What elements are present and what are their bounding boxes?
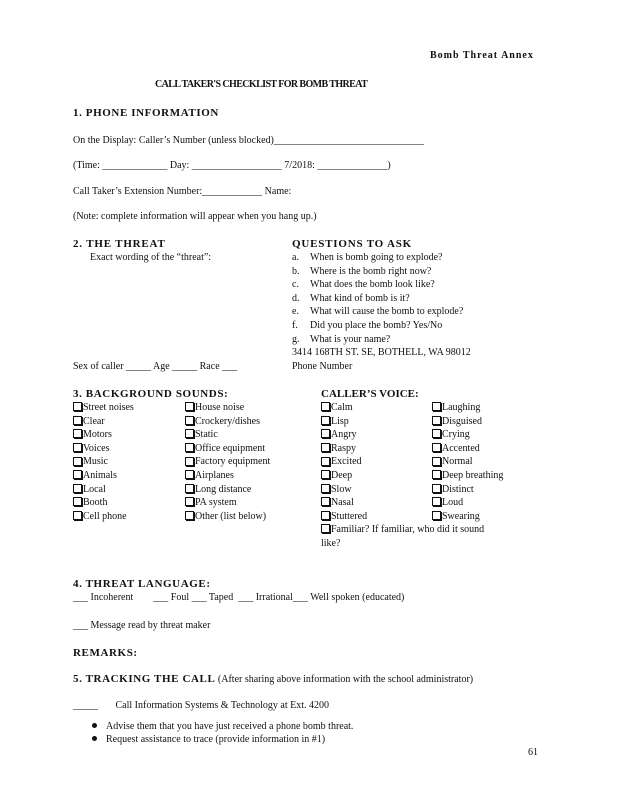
checkbox-icon [432, 511, 441, 520]
voice-checkbox[interactable] [432, 511, 480, 522]
checkbox-icon [432, 402, 441, 411]
voice-label: Swearing [442, 510, 480, 522]
sound-checkbox[interactable] [185, 443, 265, 454]
checkbox-icon [185, 470, 194, 479]
question-text: When is bomb going to explode? [310, 252, 443, 263]
sound-checkbox[interactable] [185, 470, 234, 481]
checkbox-icon [321, 429, 330, 438]
familiar-checkbox[interactable] [321, 524, 484, 535]
display-note: (Note: complete information will appear when you hang up.) [73, 211, 317, 222]
checkbox-icon [321, 402, 330, 411]
sound-checkbox[interactable] [73, 497, 107, 508]
voice-checkbox[interactable] [432, 402, 480, 413]
sound-label: Clear [83, 415, 105, 427]
section-5-heading-line [73, 673, 473, 685]
question-marker: d. [292, 292, 300, 304]
checkbox-icon [432, 484, 441, 493]
checkbox-icon [185, 402, 194, 411]
sound-checkbox[interactable] [185, 429, 218, 440]
sound-label: Street noises [83, 402, 134, 413]
checkbox-icon [73, 429, 82, 438]
voice-checkbox[interactable] [321, 402, 353, 413]
question-marker: e. [292, 306, 299, 318]
sound-label: Animals [83, 470, 117, 481]
voice-label: Normal [442, 456, 473, 468]
voice-label: Deep breathing [442, 470, 504, 481]
caller-number-line: On the Display: Caller’s Number (unless blocked)______________________________ [73, 135, 424, 146]
question-item [292, 306, 463, 317]
checkbox-icon [321, 524, 330, 533]
checkbox-icon [185, 429, 194, 438]
sound-label: Airplanes [195, 470, 234, 481]
voice-label: Disguised [442, 415, 482, 427]
sound-checkbox[interactable] [73, 429, 112, 440]
sound-checkbox[interactable] [185, 497, 237, 508]
checkbox-icon [73, 416, 82, 425]
remarks-heading: REMARKS: [73, 647, 138, 659]
sound-label: Other (list below) [195, 510, 267, 522]
sound-checkbox[interactable] [185, 456, 270, 467]
checkbox-icon [185, 457, 194, 466]
school-address: 3414 168TH ST. SE, BOTHELL, WA 98012 [292, 347, 471, 358]
extension-line: Call Taker’s Extension Number:____________ Name: [73, 186, 292, 197]
checkbox-icon [73, 443, 82, 452]
sound-checkbox[interactable] [185, 484, 251, 495]
sound-label: Factory equipment [195, 456, 271, 468]
sound-checkbox[interactable] [185, 402, 244, 413]
sound-checkbox[interactable] [73, 416, 105, 427]
familiar-label-continued: like? [321, 538, 341, 549]
callers-voice-heading: CALLER’S VOICE: [321, 388, 419, 400]
voice-checkbox[interactable] [321, 416, 349, 427]
voice-checkbox[interactable] [432, 497, 463, 508]
checkbox-icon [185, 416, 194, 425]
voice-checkbox[interactable] [432, 416, 482, 427]
voice-checkbox[interactable] [321, 443, 356, 454]
voice-label: Lisp [331, 415, 349, 427]
sound-checkbox[interactable] [73, 402, 134, 413]
checkbox-icon [432, 429, 441, 438]
sound-label: Long distance [195, 483, 252, 495]
page-number: 61 [528, 747, 538, 758]
voice-checkbox[interactable] [321, 497, 354, 508]
voice-checkbox[interactable] [321, 470, 352, 481]
question-item [292, 279, 435, 290]
voice-label: Laughing [442, 402, 481, 413]
checkbox-icon [185, 484, 194, 493]
question-text: What kind of bomb is it? [310, 292, 410, 304]
section-1-heading: 1. PHONE INFORMATION [73, 107, 219, 119]
voice-label: Slow [331, 483, 352, 495]
voice-checkbox[interactable] [432, 470, 503, 481]
voice-checkbox[interactable] [432, 484, 474, 495]
voice-label: Distinct [442, 483, 474, 495]
sound-checkbox[interactable] [185, 511, 266, 522]
call-information-line: _____ Call Information Systems & Technology at Ext. 4200 [73, 700, 330, 711]
annex-header: Bomb Threat Annex [430, 50, 534, 61]
phone-number-label: Phone Number [292, 361, 353, 372]
voice-label: Accented [442, 442, 480, 454]
sound-label: Local [83, 483, 106, 495]
section-3-heading: 3. BACKGROUND SOUNDS: [73, 388, 229, 400]
checkbox-icon [432, 497, 441, 506]
question-marker: g. [292, 333, 300, 345]
checkbox-icon [321, 443, 330, 452]
question-item [292, 320, 442, 331]
voice-checkbox[interactable] [321, 511, 367, 522]
section-4-heading: 4. THREAT LANGUAGE: [73, 578, 211, 590]
sound-checkbox[interactable] [185, 416, 260, 427]
checkbox-icon [73, 457, 82, 466]
question-text: What is your name? [310, 333, 391, 345]
voice-label: Stuttered [331, 510, 368, 522]
checkbox-icon [321, 470, 330, 479]
voice-checkbox[interactable] [321, 484, 352, 495]
time-day-line: (Time: _____________ Day: __________________ 7/2018: ______________) [73, 160, 391, 171]
familiar-label: Familiar? If familiar, who did it sound [331, 524, 485, 535]
checkbox-icon [432, 443, 441, 452]
sound-label: Booth [83, 497, 108, 509]
questions-heading: QUESTIONS TO ASK [292, 238, 412, 250]
threat-language-options: ___ Incoherent ___ Foul ___ Taped ___ Irrational___ Well spoken (educated) [73, 592, 405, 603]
sound-checkbox[interactable] [73, 511, 127, 522]
bullet-text: Advise them that you have just received a phone bomb threat. [106, 721, 354, 732]
question-item [292, 252, 442, 263]
question-marker: c. [292, 279, 299, 291]
question-marker: b. [292, 265, 300, 277]
checkbox-icon [321, 416, 330, 425]
voice-checkbox[interactable] [432, 456, 473, 467]
question-marker: a. [292, 252, 299, 263]
checkbox-icon [321, 511, 330, 520]
section-2-heading: 2. THE THREAT [73, 238, 166, 250]
voice-checkbox[interactable] [432, 429, 470, 440]
voice-label: Calm [331, 402, 353, 413]
checkbox-icon [432, 457, 441, 466]
sound-checkbox[interactable] [73, 484, 106, 495]
sound-label: Voices [83, 442, 110, 454]
sound-label: Motors [83, 429, 112, 441]
section-5-heading: 5. TRACKING THE CALL [73, 673, 216, 685]
checkbox-icon [73, 511, 82, 520]
sound-checkbox[interactable] [73, 470, 117, 481]
bullet-item [92, 734, 325, 745]
sound-label: Music [83, 456, 108, 468]
voice-checkbox[interactable] [432, 443, 480, 454]
checkbox-icon [73, 484, 82, 493]
question-marker: f. [292, 320, 298, 331]
checkbox-icon [321, 497, 330, 506]
voice-label: Nasal [331, 497, 354, 509]
sound-label: Static [195, 429, 218, 441]
sound-label: Office equipment [195, 442, 266, 454]
sound-label: Cell phone [83, 510, 127, 522]
question-text: Did you place the bomb? Yes/No [310, 320, 443, 331]
question-item [292, 334, 390, 345]
message-read-line: ___ Message read by threat maker [73, 620, 211, 631]
sound-checkbox[interactable] [73, 443, 109, 454]
checkbox-icon [321, 484, 330, 493]
caller-demographics-line: Sex of caller _____ Age _____ Race ___ [73, 361, 238, 372]
voice-checkbox[interactable] [321, 456, 362, 467]
sound-label: Crockery/dishes [195, 415, 260, 427]
exact-wording-label: Exact wording of the “threat”: [90, 252, 212, 263]
question-text: Where is the bomb right now? [310, 265, 432, 277]
section-5-note: (After sharing above information with the school administrator) [215, 674, 474, 685]
question-text: What will cause the bomb to explode? [310, 306, 464, 318]
bullet-item [92, 721, 353, 732]
checkbox-icon [432, 416, 441, 425]
sound-label: House noise [195, 402, 245, 413]
checkbox-icon [73, 497, 82, 506]
checkbox-icon [432, 470, 441, 479]
question-item [292, 293, 410, 304]
page-title: CALL TAKER'S CHECKLIST FOR BOMB THREAT [155, 79, 368, 90]
checkbox-icon [185, 511, 194, 520]
checkbox-icon [73, 402, 82, 411]
question-item [292, 266, 431, 277]
voice-label: Excited [331, 456, 362, 468]
bullet-icon [92, 723, 97, 728]
checkbox-icon [185, 443, 194, 452]
voice-label: Crying [442, 429, 470, 441]
question-text: What does the bomb look like? [310, 279, 435, 291]
checkbox-icon [321, 457, 330, 466]
voice-label: Deep [331, 470, 353, 481]
voice-checkbox[interactable] [321, 429, 357, 440]
bullet-text: Request assistance to trace (provide information in #1) [106, 734, 326, 745]
checkbox-icon [73, 470, 82, 479]
checkbox-icon [185, 497, 194, 506]
sound-label: PA system [195, 497, 237, 509]
sound-checkbox[interactable] [73, 456, 108, 467]
bullet-icon [92, 736, 97, 741]
voice-label: Loud [442, 497, 464, 509]
voice-label: Angry [331, 429, 357, 441]
voice-label: Raspy [331, 442, 356, 454]
